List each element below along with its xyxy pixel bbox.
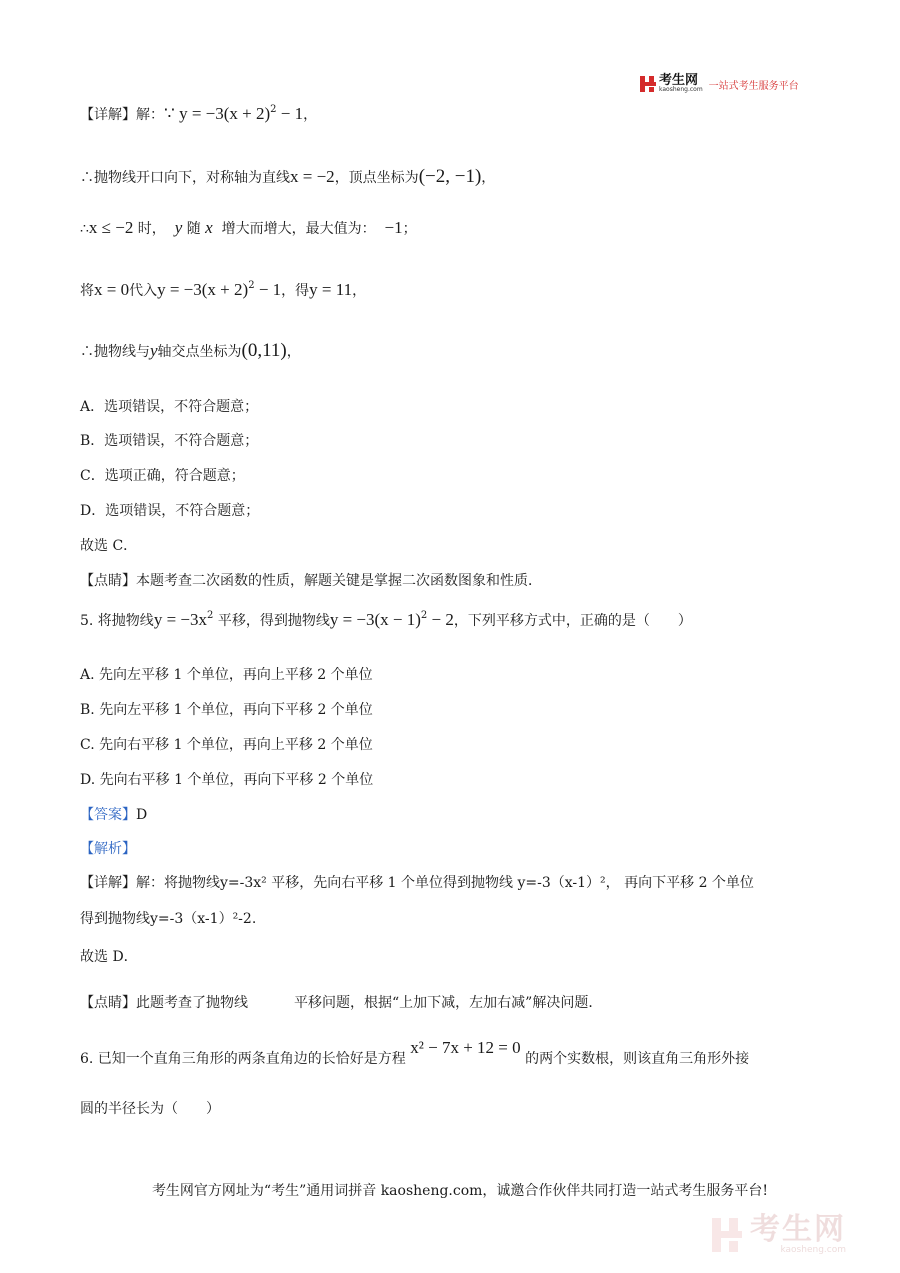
q4-detail-line-3: ∴x ≤ −2 时， y 随 x 增大而增大，最大值为： −1； [80, 218, 417, 237]
watermark-text: 考生网 [750, 1212, 846, 1247]
footer-watermark [712, 1212, 846, 1255]
q4-detail-line-5: ∴抛物线与y轴交点坐标为(0,11)， [80, 340, 301, 361]
math-expression: y = −3x [153, 610, 207, 629]
answer-value: D [136, 807, 148, 823]
logo-domain: kaosheng.com [659, 86, 703, 93]
watermark-logo-icon [712, 1218, 742, 1252]
q5-option-d: D. 先向右平移 1 个单位，再向下平移 2 个单位 [80, 772, 374, 788]
math-expression: x² − 7x + 12 = 0 [410, 1038, 521, 1057]
math-expression: − 1 [276, 104, 304, 123]
math-expression: y = 11 [309, 280, 353, 299]
math-expression: x = −2 [290, 167, 335, 186]
math-expression: −1 [384, 218, 403, 237]
q4-option-d: D．选项错误，不符合题意； [80, 503, 260, 519]
footer-text: 考生网官方网址为“考生”通用词拼音 kaosheng.com，诚邀合作伙伴共同打造一站式考生服务平台! [151, 1183, 769, 1199]
q5-option-b: B. 先向左平移 1 个单位，再向下平移 2 个单位 [80, 702, 373, 718]
math-expression: ∵ y = −3(x + 2) [164, 104, 271, 123]
q4-detail-line-4: 将x = 0代入$y = -3(x + 2)^2 - 1$，得y = 11， [80, 280, 367, 299]
q5-option-c: C. 先向右平移 1 个单位，再向上平移 2 个单位 [80, 737, 373, 753]
q5-comment: 【点睛】此题考查了抛物线 平移问题，根据“上加下减，左加右减”解决问题． [80, 995, 603, 1011]
q5-option-a: A. 先向左平移 1 个单位，再向上平移 2 个单位 [80, 667, 373, 683]
math-expression: (0,11) [241, 340, 287, 361]
logo-slogan: 一站式考生服务平台 [708, 80, 799, 92]
watermark-domain: kaosheng.com [780, 1245, 846, 1255]
math-expression: x = 0 [94, 280, 130, 299]
q5-answer [80, 804, 147, 824]
math-expression: y = −3(x − 1) [329, 610, 421, 629]
q4-option-c: C．选项正确，符合题意； [80, 468, 245, 484]
q4-option-b: B．选项错误，不符合题意； [80, 433, 259, 449]
math-expression: x ≤ −2 [88, 218, 134, 237]
detail-tag: 【详解】解： [80, 107, 164, 123]
q5-detail-line-1: 【详解】解：将抛物线y=-3x² 平移，先向右平移 1 个单位得到抛物线 y=-3（x-1）²， 再向下平移 2 个单位 [80, 875, 754, 891]
kaosheng-logo-icon [640, 76, 656, 92]
q4-option-a: A．选项错误，不符合题意； [80, 399, 259, 415]
logo-name: 考生网 [659, 73, 699, 88]
math-expression: y = −3(x + 2) [157, 280, 249, 299]
q4-detail-line-1: 【详解】解：∵ $y = -3(x + 2)^2 - 1$， [80, 104, 318, 123]
q5-detail-line-2: 得到抛物线y=-3（x-1）²-2. [80, 911, 257, 927]
q4-detail-line-2: ∴抛物线开口向下，对称轴为直线x = −2，顶点坐标为(−2, −1)， [80, 166, 496, 187]
q5-stem: 5. 将抛物线$y = -3x^2$ 平移，得到抛物线$y = -3(x - 1)^2 - 2$，下列平移方式中，正确的是（ ） [80, 610, 692, 629]
q6-stem-line-2: 圆的半径长为（ ） [80, 1101, 220, 1117]
q5-choose: 故选 D． [80, 949, 138, 965]
answer-tag: 【答案】 [80, 807, 136, 823]
math-expression: (−2, −1) [418, 166, 482, 187]
q6-stem-line-1: 6. 已知一个直角三角形的两条直角边的长恰好是方程 x² − 7x + 12 = 0 的两个实数根，则该直角三角形外接 [80, 1038, 750, 1067]
q4-choose: 故选 C． [80, 538, 138, 554]
q5-analysis-tag: 【解析】 [80, 841, 136, 857]
header-logo [640, 74, 799, 94]
q4-comment: 【点睛】本题考查二次函数的性质，解题关键是掌握二次函数图象和性质． [80, 573, 542, 589]
